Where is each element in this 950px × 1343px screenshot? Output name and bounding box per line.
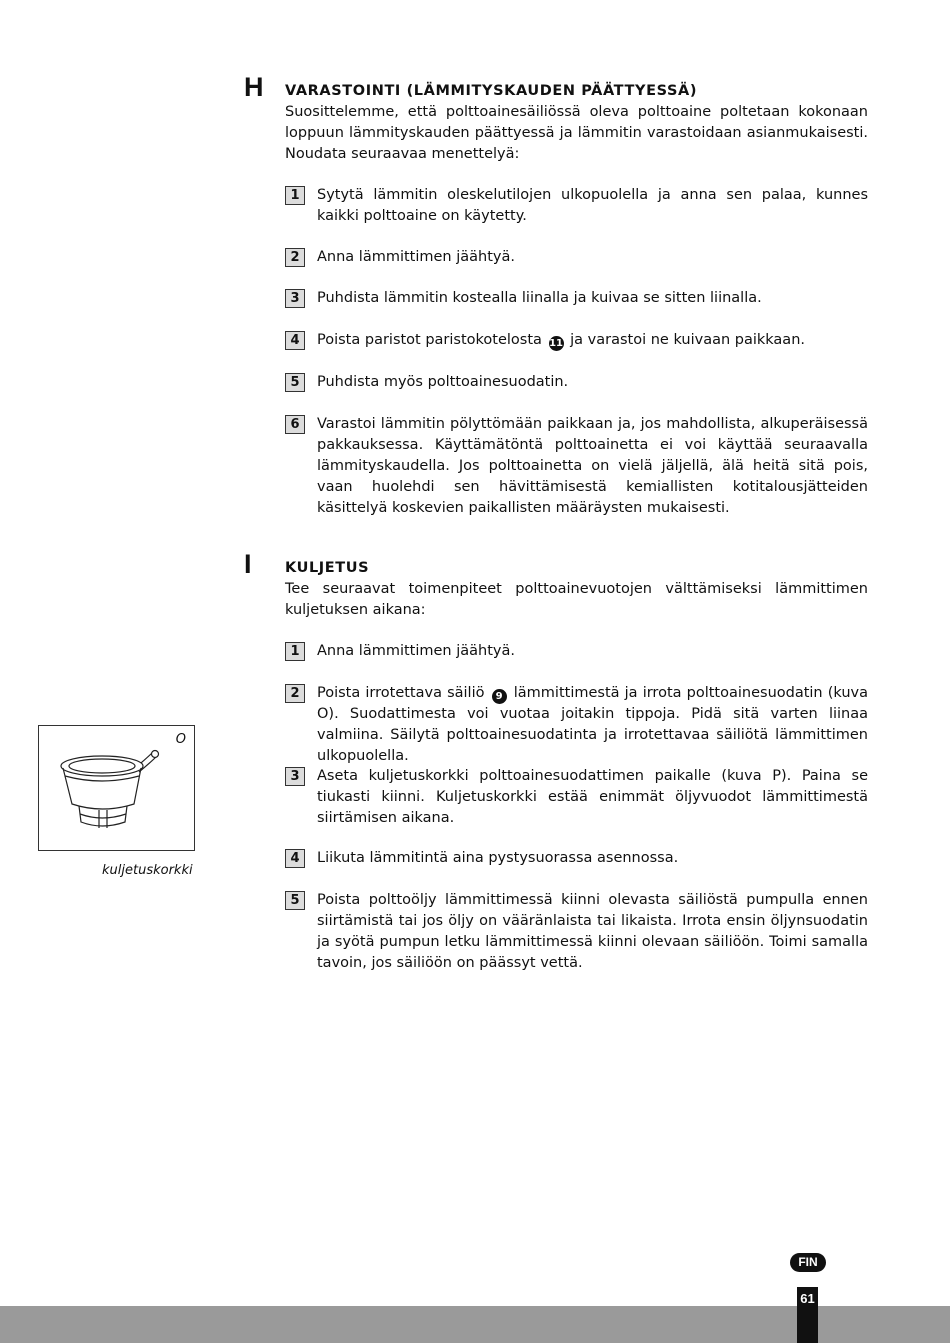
step-text bbox=[317, 683, 868, 767]
step-number-badge: 2 bbox=[285, 248, 305, 267]
section-letter-i: I bbox=[244, 549, 252, 579]
section-title-transport: KULJETUS bbox=[285, 560, 370, 576]
step-text: Anna lämmittimen jäähtyä. bbox=[317, 643, 515, 659]
transport-step-2 bbox=[285, 683, 868, 767]
storage-step-1 bbox=[285, 185, 868, 227]
transport-step-5 bbox=[285, 890, 868, 974]
step-text: Liikuta lämmitintä aina pystysuorassa asennossa. bbox=[317, 850, 679, 866]
storage-step-5 bbox=[285, 372, 868, 393]
step-number-badge: 4 bbox=[285, 849, 305, 868]
transport-cap-icon bbox=[39, 726, 194, 850]
step-number-badge: 1 bbox=[285, 642, 305, 661]
step-text-before: Poista irrotettava säiliö bbox=[317, 685, 485, 701]
step-text: Varastoi lämmitin pölyttömään paikkaan ja, jos mahdollista, alkuperäisessä pakkauksessa. Käyttämätöntä polttoainetta ei voi käyttää seuraavalla lämmityskaudella. Jos polttoainetta on vielä jäljellä, älä heitä sitä pois, vaan huolehdi sen hävittämisestä kemiallisten kotitalousjätteiden käsittelyä koskevien paikallisten määräysten mukaisesti. bbox=[317, 416, 868, 516]
storage-step-4 bbox=[285, 330, 868, 351]
step-number-badge: 6 bbox=[285, 415, 305, 434]
step-text-before: Poista paristot paristokotelosta bbox=[317, 332, 542, 348]
step-number-badge: 1 bbox=[285, 186, 305, 205]
page-number-tab bbox=[797, 1287, 818, 1343]
storage-step-2 bbox=[285, 247, 868, 268]
step-text-after: lämmittimestä ja irrota polttoainesuodatin (kuva O). Suodattimesta voi vuotaa joitakin tippoja. Pidä sitä varten liinaa valmiina. Säilytä polttoainesuodatinta ja irrotettavaa säiliötä lämmittimen ulkopuolella. bbox=[317, 685, 869, 764]
step-number-badge: 2 bbox=[285, 684, 305, 703]
step-number-badge: 5 bbox=[285, 891, 305, 910]
section-title-storage: VARASTOINTI (LÄMMITYSKAUDEN PÄÄTTYESSÄ) bbox=[285, 83, 698, 99]
step-text: Anna lämmittimen jäähtyä. bbox=[317, 249, 515, 265]
step-text: Aseta kuljetuskorkki polttoainesuodattimen paikalle (kuva P). Paina se tiukasti kiinni. Kuljetuskorkki estää enimmät öljyvuodot lämmittimestä siirtämisen aikana. bbox=[317, 768, 868, 826]
step-text bbox=[317, 330, 868, 351]
part-reference-11-icon: 11 bbox=[549, 338, 563, 349]
step-number-badge: 3 bbox=[285, 767, 305, 786]
storage-step-3 bbox=[285, 288, 868, 309]
step-text: Poista polttoöljy lämmittimessä kiinni olevasta säiliöstä pumpulla ennen siirtämistä tai jos öljy on vääränlaista tai likaista. Irrota ensin öljynsuodatin ja syötä pumpun letku lämmittimessä kiinni olevaan säiliöön. Toimi samalla tavoin, jos säiliöön on päässyt vettä. bbox=[317, 892, 868, 971]
section-letter-h: H bbox=[244, 72, 264, 102]
figure-caption: kuljetuskorkki bbox=[102, 863, 193, 878]
figure-label: O bbox=[175, 732, 186, 747]
transport-step-4 bbox=[285, 848, 868, 869]
step-number-badge: 4 bbox=[285, 331, 305, 350]
section-intro-storage: Suosittelemme, että polttoainesäiliössä oleva polttoaine poltetaan kokonaan loppuun lämmityskauden päättyessä ja lämmitin varastoidaan asianmukaisesti. Noudata seuraavaa menettelyä: bbox=[285, 104, 868, 162]
part-reference-9-icon: 9 bbox=[492, 689, 507, 704]
step-text: Puhdista myös polttoainesuodatin. bbox=[317, 374, 569, 390]
step-number-badge: 3 bbox=[285, 289, 305, 308]
transport-step-1 bbox=[285, 641, 868, 662]
page-number: 61 bbox=[800, 1291, 815, 1306]
transport-step-3 bbox=[285, 766, 868, 829]
figure-transport-cap bbox=[38, 725, 195, 851]
step-number-badge: 5 bbox=[285, 373, 305, 392]
step-text: Puhdista lämmitin kostealla liinalla ja kuivaa se sitten liinalla. bbox=[317, 290, 762, 306]
storage-step-6 bbox=[285, 414, 868, 519]
step-text: Sytytä lämmitin oleskelutilojen ulkopuolella ja anna sen palaa, kunnes kaikki polttoaine on käytetty. bbox=[317, 187, 868, 224]
section-intro-transport: Tee seuraavat toimenpiteet polttoainevuotojen välttämiseksi lämmittimen kuljetuksen aikana: bbox=[285, 581, 868, 618]
step-text-after: ja varastoi ne kuivaan paikkaan. bbox=[570, 332, 805, 348]
language-badge: FIN bbox=[790, 1253, 826, 1272]
